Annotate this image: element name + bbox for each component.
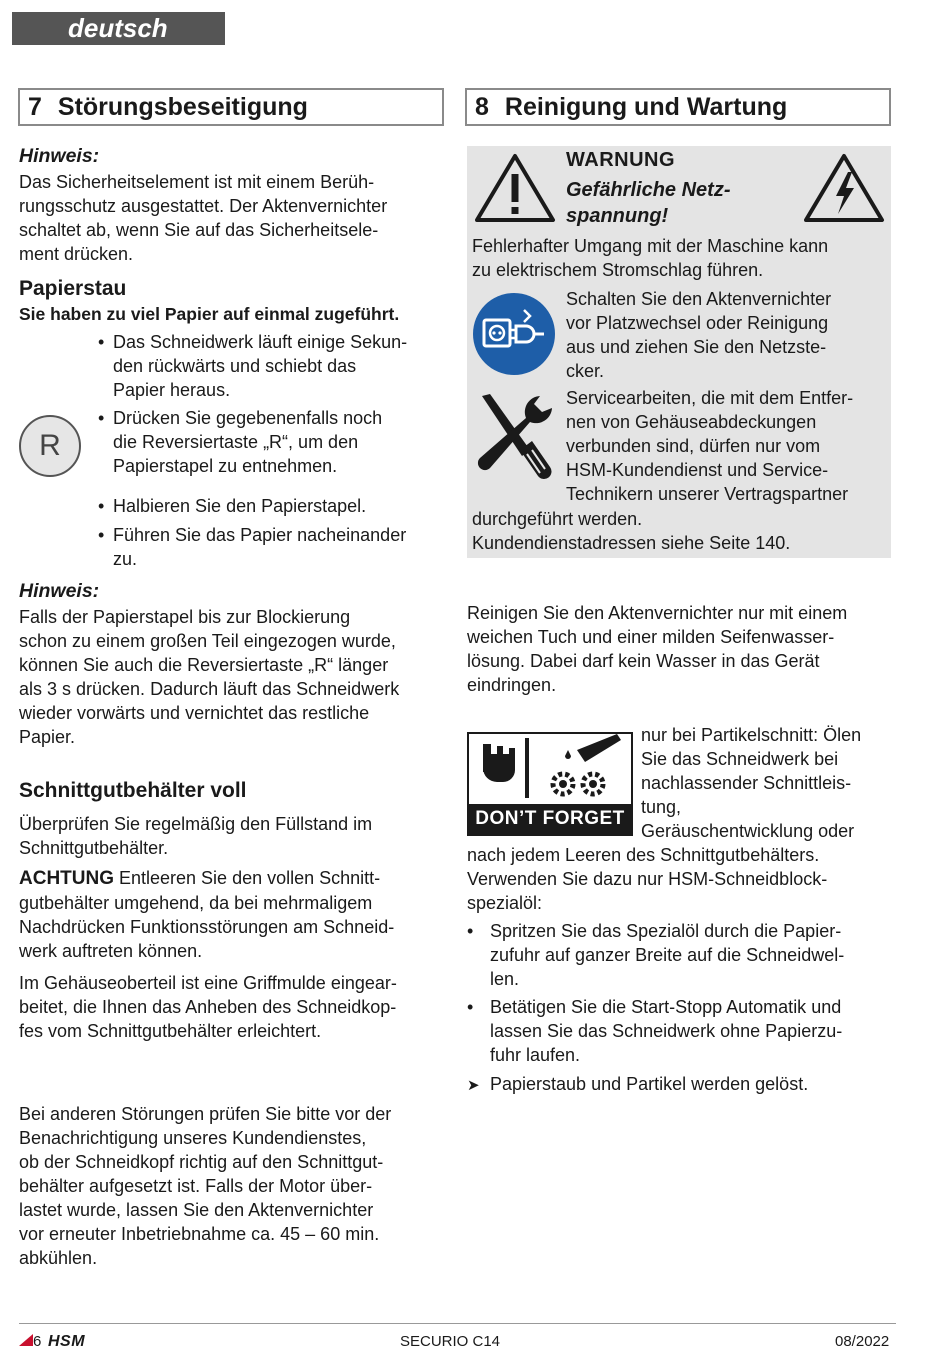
high-voltage-icon: [802, 152, 886, 224]
text-line: spezialöl:: [467, 893, 543, 913]
text-line: schon zu einem großen Teil eingezogen wurde,: [19, 631, 396, 651]
andere-stoerungen-text: [19, 1102, 444, 1270]
text-line: Reinigen Sie den Aktenvernichter nur mit einem: [467, 603, 848, 623]
text-line: fuhr laufen.: [490, 1045, 581, 1065]
text-line: Sie das Schneidwerk bei: [641, 749, 839, 769]
text-line: zu elektrischem Stromschlag führen.: [472, 260, 764, 280]
text-line: beitet, die Ihnen das Anheben des Schneidkop-: [19, 997, 397, 1017]
text-line: Überprüfen Sie regelmäßig den Füllstand im: [19, 814, 373, 834]
text-line: eindringen.: [467, 675, 557, 695]
section-title: Störungsbeseitigung: [57, 93, 308, 121]
brand-logo: HSM: [48, 1333, 86, 1350]
text-line: Papier heraus.: [113, 380, 231, 400]
page-number: 6: [33, 1333, 42, 1350]
text-line: Bei anderen Störungen prüfen Sie bitte vor der: [19, 1104, 392, 1124]
text-line: • Das Schneidwerk läuft einige Sekun-: [113, 332, 408, 352]
text-line: behälter aufgesetzt ist. Falls der Motor über-: [19, 1176, 373, 1196]
schnittgut-voll-heading: Schnittgutbehälter voll: [19, 779, 247, 802]
warning-triangle-icon: [473, 152, 557, 224]
result-arrow-icon: ➤: [467, 1077, 480, 1094]
text-line: schaltet ab, wenn Sie auf das Sicherheitsele-: [19, 220, 379, 240]
result-text: Papierstaub und Partikel werden gelöst.: [490, 1074, 809, 1094]
papierstau-bullets-b: [98, 494, 443, 571]
list-item: [467, 919, 891, 991]
achtung-text: [19, 866, 444, 963]
hinweis-text: [19, 170, 444, 266]
text-line: fes vom Schnittgutbehälter erleichtert.: [19, 1021, 322, 1041]
list-item: [98, 330, 443, 402]
achtung-label: ACHTUNG: [19, 868, 114, 889]
list-item: [98, 494, 443, 518]
text-line: Das Sicherheitselement ist mit einem Berüh-: [19, 172, 375, 192]
text-line: spannung!: [566, 205, 669, 227]
text-line: zufuhr auf ganzer Breite auf die Schneidwel-: [490, 945, 845, 965]
oil-text-tail: [467, 843, 891, 915]
text-line: aus und ziehen Sie den Netzste-: [566, 337, 827, 357]
text-line: Benachrichtigung unseres Kundendienstes,: [19, 1128, 367, 1148]
warning-text: [472, 234, 887, 282]
warning-title: WARNUNG: [566, 149, 676, 171]
papierstau-lead: Sie haben zu viel Papier auf einmal zugeführt.: [19, 304, 400, 324]
tools-icon: [472, 390, 558, 480]
text-line: • Spritzen Sie das Spezialöl durch die Papier-: [490, 921, 842, 941]
griffmulde-text: [19, 971, 444, 1043]
text-line: ment drücken.: [19, 244, 134, 264]
text-line: tung,: [641, 797, 682, 817]
text-line: als 3 s drücken. Dadurch läuft das Schneidwerk: [19, 679, 400, 699]
text-line: Technikern unserer Vertragspartner: [566, 484, 849, 504]
section-8-heading: [465, 88, 891, 126]
text-line: lösung. Dabei darf kein Wasser in das Gerät: [467, 651, 820, 671]
hinweis-heading: Hinweis:: [19, 580, 100, 602]
service-text: [566, 386, 888, 506]
text-line: Servicearbeiten, die mit dem Entfer-: [566, 388, 854, 408]
hinweis-heading: Hinweis:: [19, 145, 100, 167]
text-line: Gefährliche Netz-: [566, 179, 731, 201]
text-line: Geräuschentwicklung oder: [641, 821, 855, 841]
reverse-button-icon: R: [19, 415, 81, 477]
schnittgut-voll-text: [19, 812, 444, 860]
unplug-text: [566, 287, 886, 383]
model-name: SECURIO C14: [400, 1333, 501, 1350]
text-line: Schnittgutbehälter.: [19, 838, 169, 858]
text-line: Nachdrücken Funktionsstörungen am Schneid-: [19, 917, 395, 937]
text-line: Schalten Sie den Aktenvernichter: [566, 289, 832, 309]
text-line: abkühlen.: [19, 1248, 98, 1268]
text-line: nur bei Partikelschnitt: Ölen: [641, 725, 862, 745]
text-line: können Sie auch die Reversiertaste „R“ länger: [19, 655, 389, 675]
text-line: • Führen Sie das Papier nacheinander: [113, 525, 407, 545]
text-line: vor erneuter Inbetriebnahme ca. 45 – 60 min.: [19, 1224, 380, 1244]
text-line: rungsschutz ausgestattet. Der Aktenvernichter: [19, 196, 388, 216]
oil-text: [641, 723, 893, 843]
service-text-tail: [472, 507, 887, 555]
text-line: wieder vorwärts und vernichtet das restliche: [19, 703, 370, 723]
text-line: Falls der Papierstapel bis zur Blockierung: [19, 607, 351, 627]
result-line: [467, 1072, 891, 1098]
footer-rule: [19, 1323, 896, 1324]
text-line: lassen Sie das Schneidwerk ohne Papierzu-: [490, 1021, 843, 1041]
text-line: Verwenden Sie dazu nur HSM-Schneidblock-: [467, 869, 828, 889]
doc-date: 08/2022: [835, 1333, 890, 1350]
text-line: vor Platzwechsel oder Reinigung: [566, 313, 829, 333]
text-line: nachlassender Schnittleis-: [641, 773, 852, 793]
oil-gears-icon: [469, 734, 631, 806]
text-line: ob der Schneidkopf richtig auf den Schnittgut-: [19, 1152, 384, 1172]
text-line: verbunden sind, dürfen nur vom: [566, 436, 821, 456]
text-line: Im Gehäuseoberteil ist eine Griffmulde eingear-: [19, 973, 397, 993]
text-line: Papierstapel zu entnehmen.: [113, 456, 338, 476]
oil-bullets: [467, 919, 891, 1071]
text-line: lastet wurde, lassen Sie den Aktenvernichter: [19, 1200, 374, 1220]
text-line: werk auftreten können.: [19, 941, 203, 961]
text-line: weichen Tuch und einer milden Seifenwasser-: [467, 627, 835, 647]
page-marker-icon: [19, 1334, 33, 1346]
papierstau-heading: Papierstau: [19, 277, 127, 300]
list-item: [467, 995, 891, 1067]
cleaning-text: [467, 601, 891, 697]
text-line: durchgeführt werden.: [472, 509, 643, 529]
text-span: Entleeren Sie den vollen Schnitt-: [114, 868, 381, 888]
text-line: den rückwärts und schiebt das: [113, 356, 357, 376]
text-line: len.: [490, 969, 520, 989]
text-line: Kundendienstadressen siehe Seite 140.: [472, 533, 791, 553]
text-line: cker.: [566, 361, 605, 381]
hinweis-text: [19, 605, 444, 749]
section-title: Reinigung und Wartung: [504, 93, 788, 121]
dont-forget-label: DON’T FORGET: [469, 804, 631, 834]
text-line: • Drücken Sie gegebenenfalls noch: [113, 408, 383, 428]
text-line: Fehlerhafter Umgang mit der Maschine kann: [472, 236, 829, 256]
text-line: Papier.: [19, 727, 76, 747]
text-line: • Betätigen Sie die Start-Stopp Automatik und: [490, 997, 842, 1017]
text-line: • Halbieren Sie den Papierstapel.: [113, 496, 367, 516]
text-line: nach jedem Leeren des Schnittgutbehälters.: [467, 845, 820, 865]
warning-subtitle: [566, 177, 730, 229]
papierstau-bullets-a: [98, 330, 443, 478]
text-line: zu.: [113, 549, 138, 569]
text-line: nen von Gehäuseabdeckungen: [566, 412, 817, 432]
language-tab: deutsch: [12, 12, 225, 45]
list-item: [98, 523, 443, 571]
text-line: gutbehälter umgehend, da bei mehrmaligem: [19, 893, 373, 913]
text-line: [19, 866, 444, 891]
section-number: 8: [475, 93, 489, 121]
text-line: HSM-Kundendienst und Service-: [566, 460, 829, 480]
section-number: 7: [28, 93, 42, 121]
dont-forget-oil-icon: [467, 732, 633, 836]
list-item: [98, 406, 443, 478]
text-line: die Reversiertaste „R“, um den: [113, 432, 359, 452]
section-7-heading: [18, 88, 444, 126]
unplug-icon: [472, 292, 556, 376]
